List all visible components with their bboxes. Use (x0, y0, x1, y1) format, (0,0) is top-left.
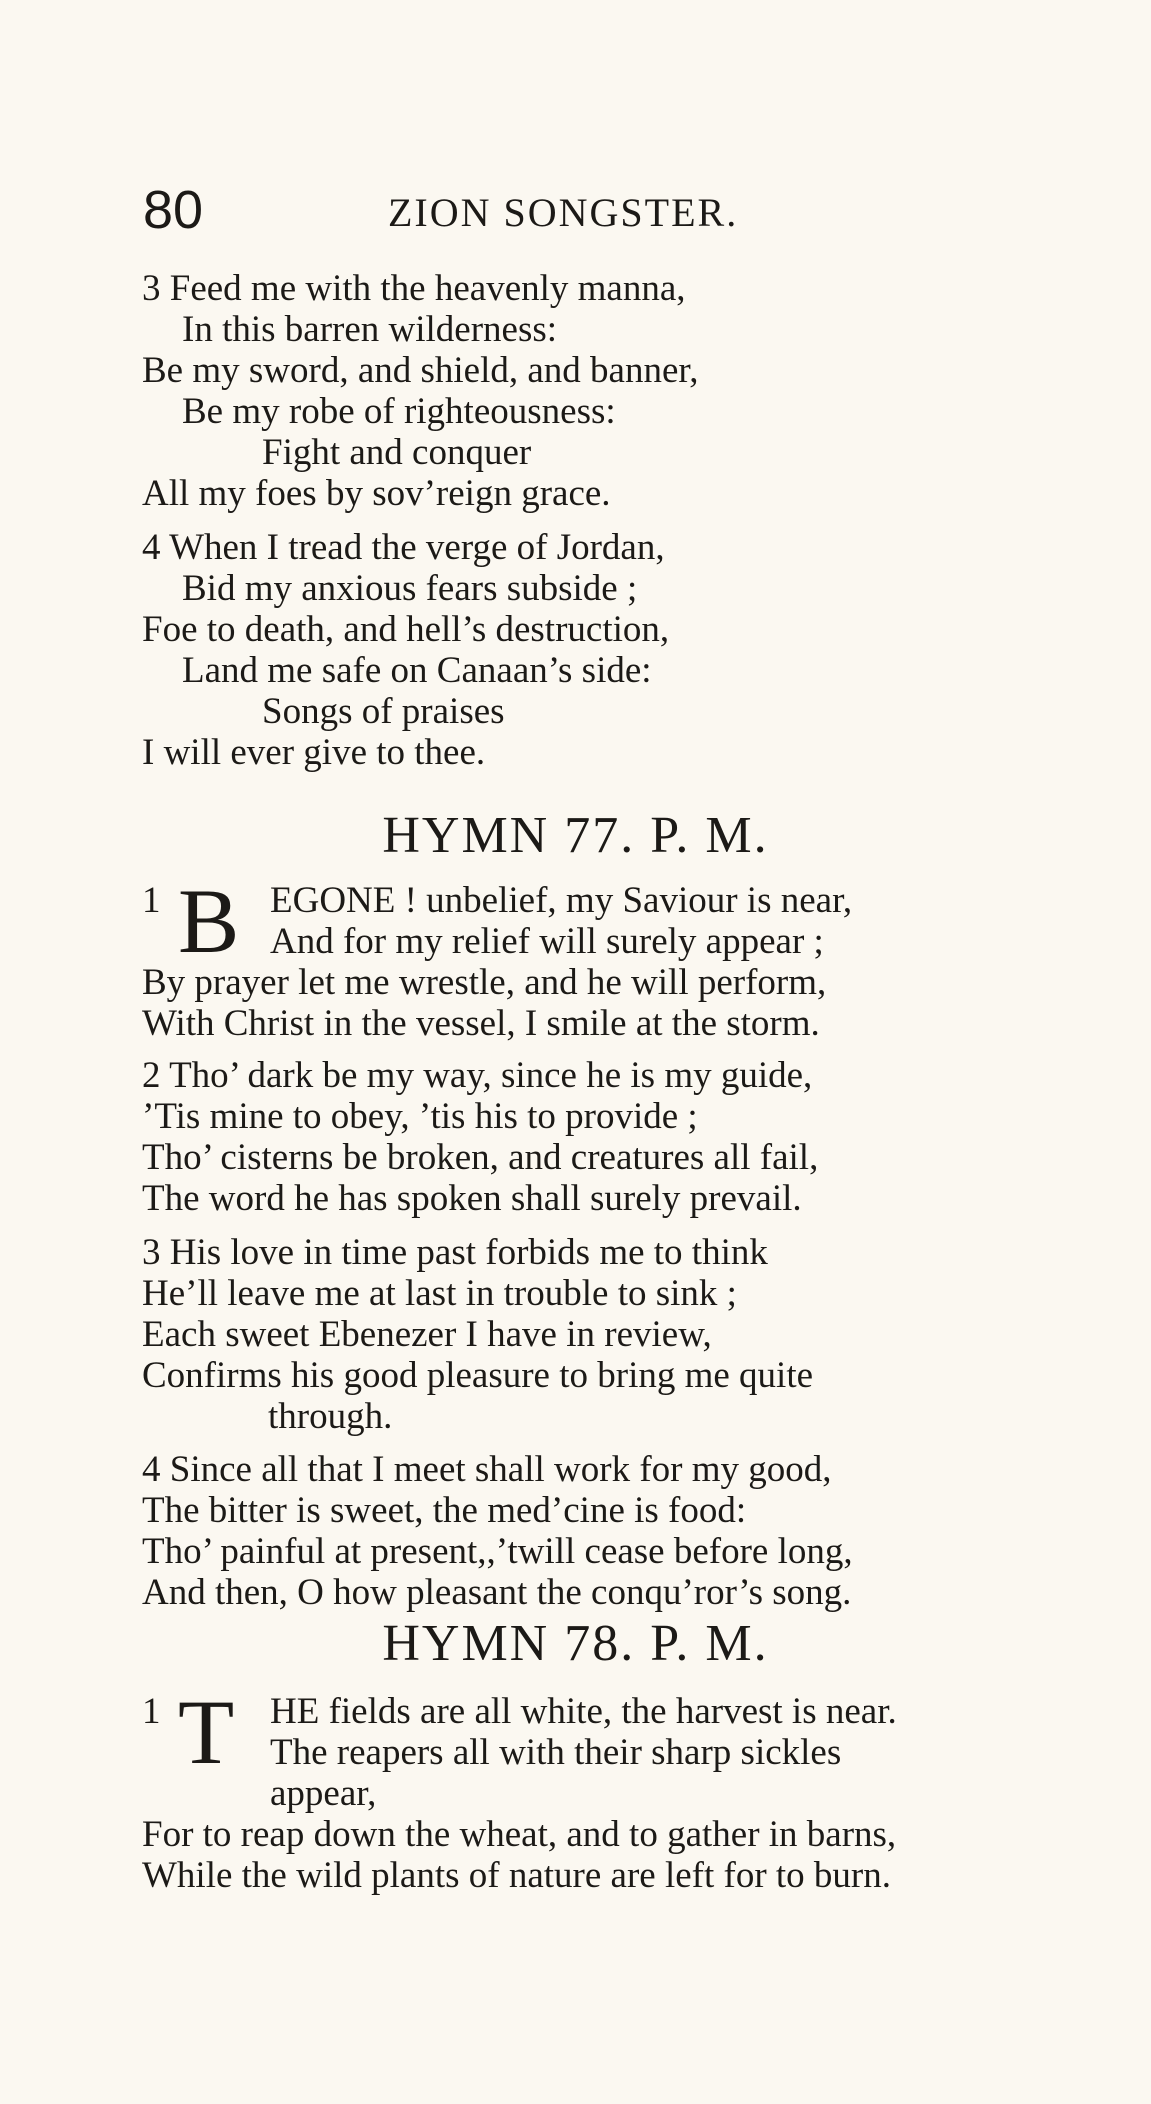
page-header (143, 180, 863, 240)
verse-line: Tho’ painful at present,,’twill cease before long, (142, 1531, 853, 1572)
verse-line: 3 Feed me with the heavenly manna, (142, 268, 686, 309)
verse-line: through. (268, 1396, 393, 1437)
verse-line: Land me safe on Canaan’s side: (182, 650, 652, 691)
drop-cap-letter: B (178, 870, 240, 972)
hymn-77-title: HYMN 77. P. M. (382, 807, 769, 864)
verse-line: appear, (270, 1773, 377, 1814)
verse-line: In this barren wilderness: (182, 309, 558, 350)
hymn-77-verse-3 (142, 1232, 1102, 1437)
verse-line: ’Tis mine to obey, ’tis his to provide ; (142, 1096, 698, 1137)
verse-number: 1 (142, 880, 161, 921)
verse-line: Each sweet Ebenezer I have in review, (142, 1314, 712, 1355)
verse-line: Foe to death, and hell’s destruction, (142, 609, 670, 650)
verse-line: Confirms his good pleasure to bring me quite (142, 1355, 814, 1396)
verse-line: I will ever give to thee. (142, 732, 486, 773)
verse-line: He’ll leave me at last in trouble to sink ; (142, 1273, 737, 1314)
verse-line: Be my robe of righteousness: (182, 391, 616, 432)
hymn-78-verse-1 (142, 1681, 1122, 1896)
verse-line: Bid my anxious fears subside ; (182, 568, 638, 609)
verse-line: And for my relief will surely appear ; (270, 921, 824, 962)
verse-line: 4 When I tread the verge of Jordan, (142, 527, 665, 568)
continued-verse-3 (142, 268, 1102, 514)
verse-line: With Christ in the vessel, I smile at the storm. (142, 1003, 820, 1044)
verse-line: EGONE ! unbelief, my Saviour is near, (270, 880, 853, 921)
verse-line: For to reap down the wheat, and to gather in barns, (142, 1814, 897, 1855)
verse-line: The word he has spoken shall surely prevail. (142, 1178, 802, 1219)
page-number: 80 (143, 180, 204, 240)
verse-line: 4 Since all that I meet shall work for my good, (142, 1449, 832, 1490)
verse-line: Songs of praises (262, 691, 505, 732)
verse-line: The bitter is sweet, the med’cine is food: (142, 1490, 747, 1531)
hymn-77-verse-4 (142, 1449, 1102, 1613)
drop-cap-letter: T (178, 1681, 235, 1783)
verse-line: By prayer let me wrestle, and he will perform, (142, 962, 827, 1003)
verse-line: And then, O how pleasant the conqu’ror’s song. (142, 1572, 852, 1613)
verse-line: All my foes by sov’reign grace. (142, 473, 611, 514)
hymn-78-title: HYMN 78. P. M. (382, 1615, 769, 1672)
verse-line: Fight and conquer (262, 432, 532, 473)
verse-line: Be my sword, and shield, and banner, (142, 350, 699, 391)
verse-line: 2 Tho’ dark be my way, since he is my guide, (142, 1055, 813, 1096)
verse-line: While the wild plants of nature are left for to burn. (142, 1855, 891, 1896)
verse-line: The reapers all with their sharp sickles (270, 1732, 842, 1773)
hymn-77-verse-1 (142, 870, 1122, 1044)
continued-verse-4 (142, 527, 1102, 773)
verse-number: 1 (142, 1691, 161, 1732)
running-head: ZION SONGSTER. (388, 190, 739, 235)
verse-line: 3 His love in time past forbids me to think (142, 1232, 768, 1273)
verse-line: Tho’ cisterns be broken, and creatures all fail, (142, 1137, 819, 1178)
hymn-77-verse-2 (142, 1055, 1102, 1219)
verse-line: HE fields are all white, the harvest is near. (270, 1691, 897, 1732)
